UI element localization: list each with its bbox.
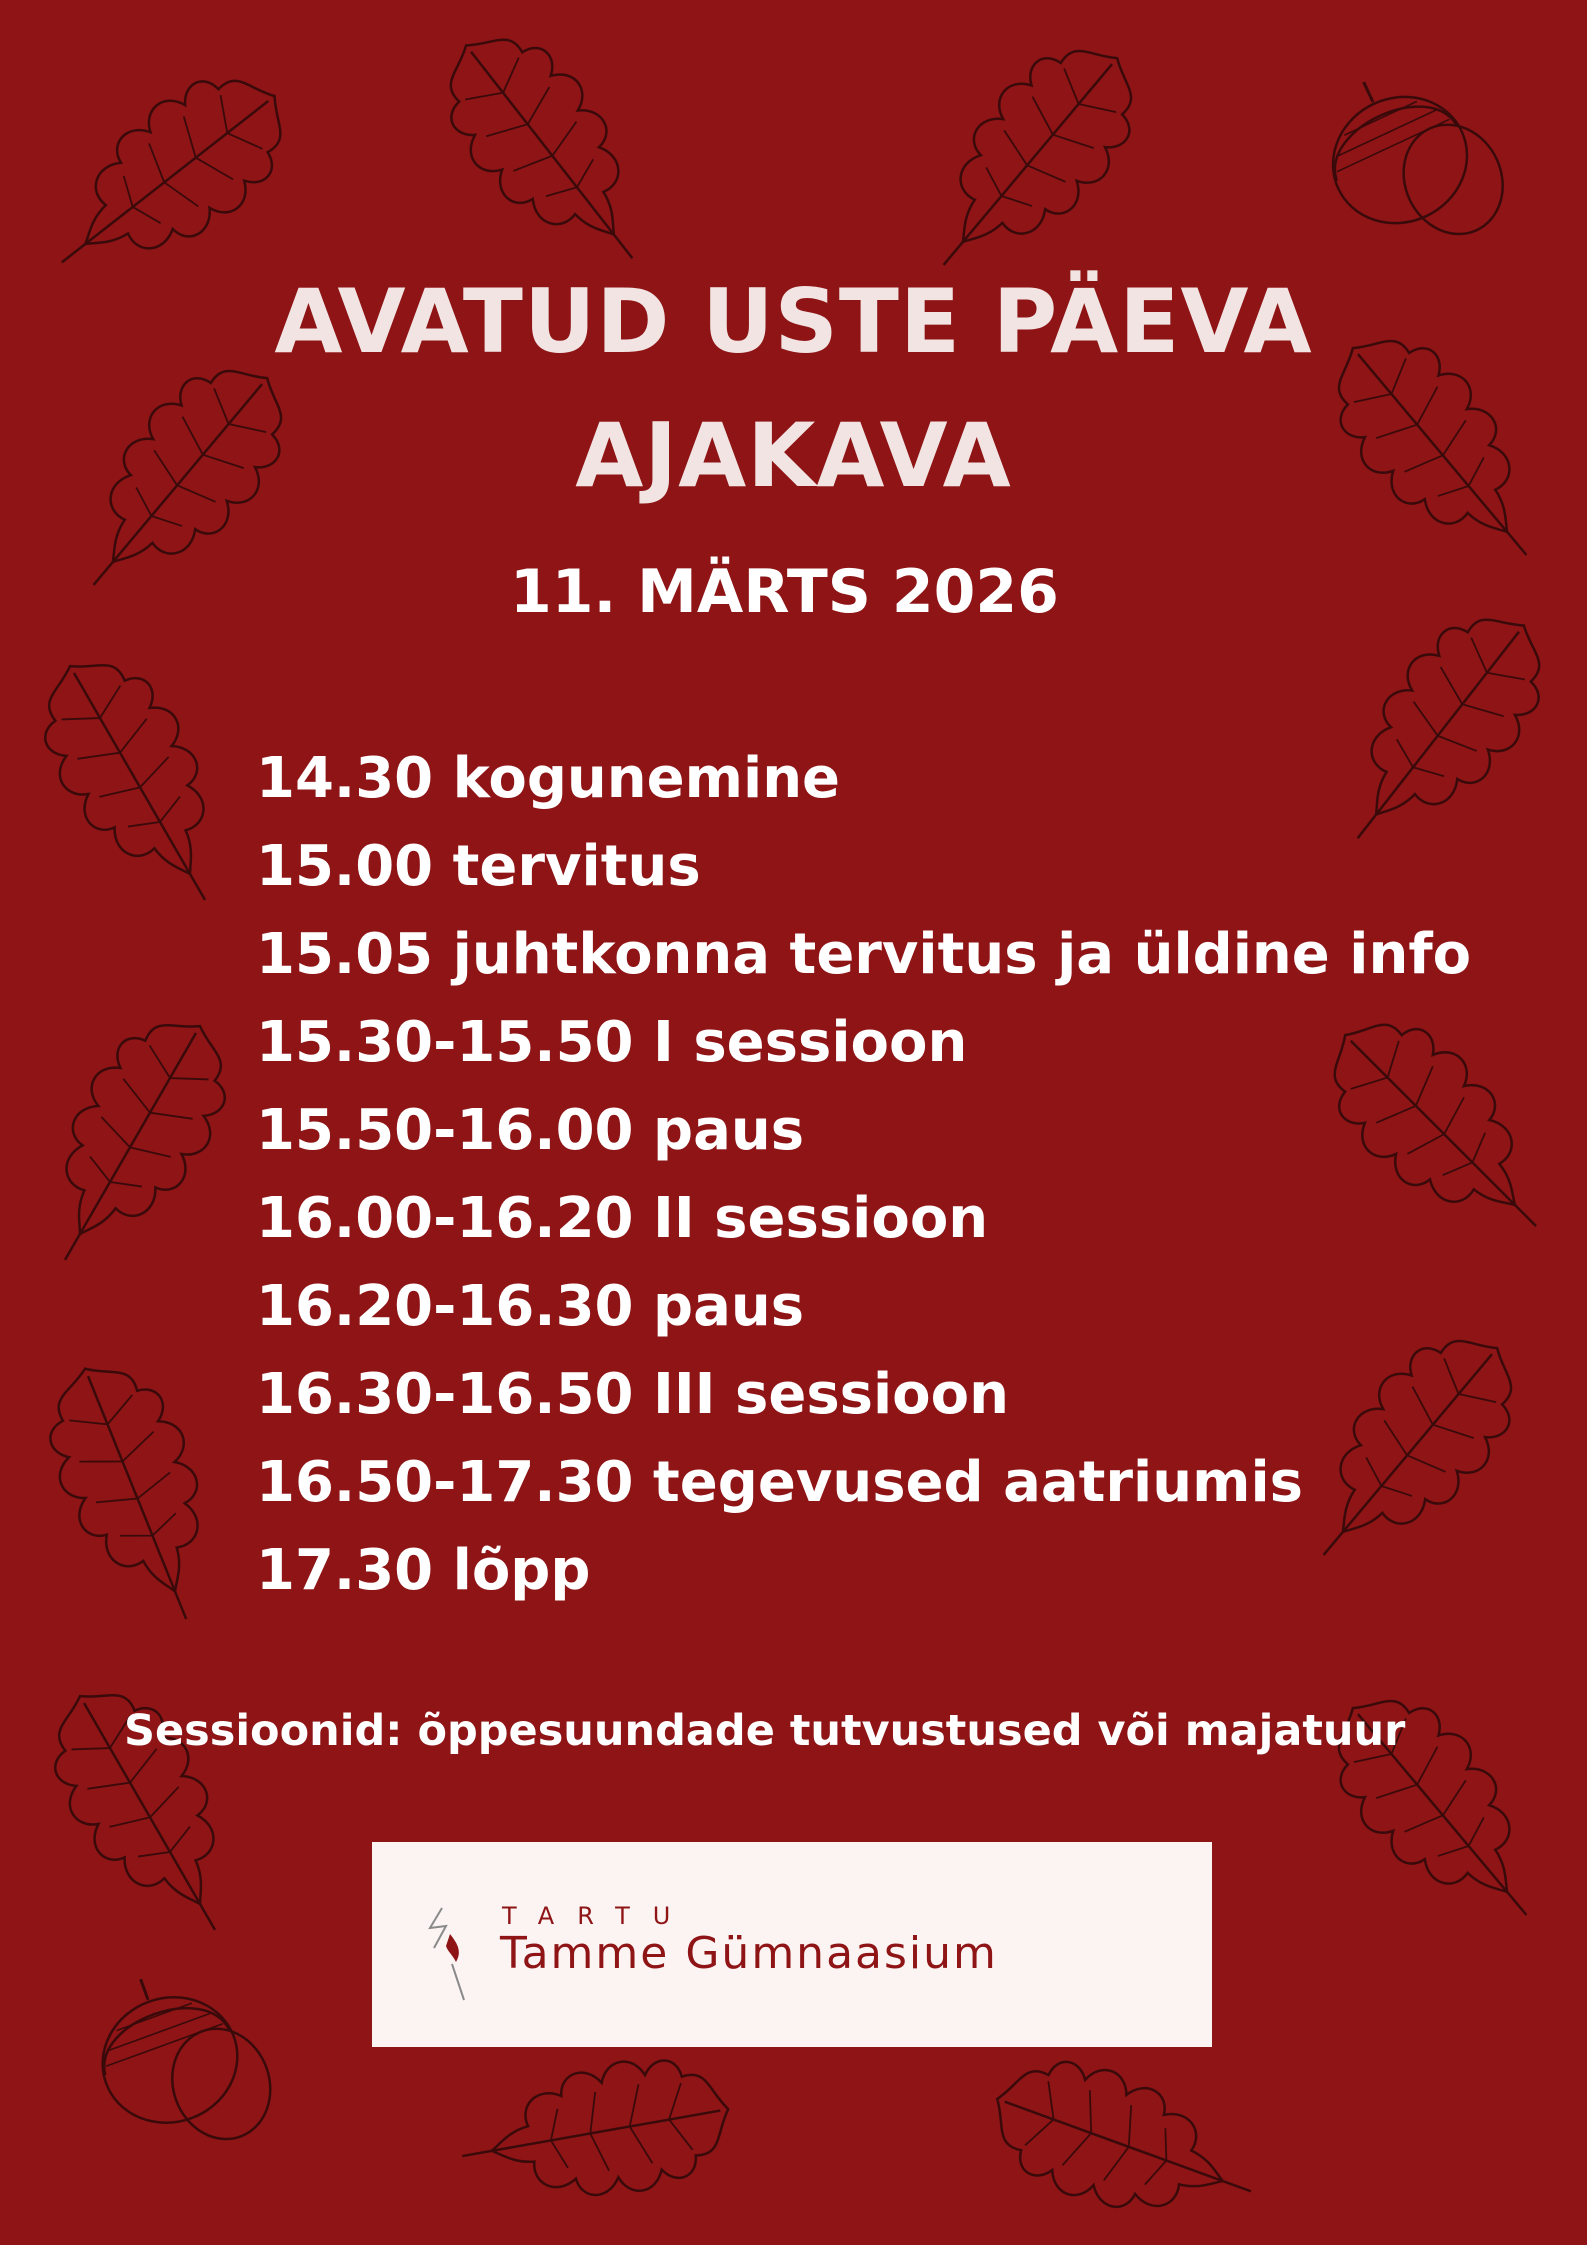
sessions-note: Sessioonid: õppesuundade tutvustused või majatuur	[124, 1706, 1406, 1756]
schedule-item: 17.30 lõpp	[256, 1538, 591, 1603]
oak-leaf-icon	[975, 2038, 1273, 2245]
logo-school-name: Tamme Gümnaasium	[500, 1928, 998, 1979]
title-line-2: AJAKAVA	[575, 404, 1012, 507]
oak-leaf-icon	[451, 2045, 740, 2220]
logo-city-text: TARTU	[502, 1902, 694, 1930]
oak-leaf-icon	[22, 45, 315, 314]
schedule-item: 16.50-17.30 tegevused aatriumis	[256, 1450, 1303, 1515]
school-logo	[372, 1842, 1212, 2047]
acorn-icon	[77, 1949, 286, 2173]
schedule-list	[256, 745, 1471, 1625]
oak-leaf-icon	[25, 1344, 247, 1643]
schedule-item: 15.50-16.00 paus	[256, 1098, 805, 1163]
oak-leaf-icon	[8, 993, 256, 1292]
flame-mark-icon	[428, 1904, 478, 2004]
title-line-1: AVATUD USTE PÄEVA	[274, 270, 1313, 373]
oak-leaf-icon	[894, 16, 1168, 307]
oak-leaf-icon	[415, 5, 684, 298]
schedule-item: 16.00-16.20 II sessioon	[256, 1186, 989, 1251]
event-date: 11. MÄRTS 2026	[510, 557, 1059, 627]
schedule-item: 16.30-16.50 III sessioon	[256, 1362, 1009, 1427]
schedule-item: 15.00 tervitus	[256, 834, 701, 899]
acorn-icon	[1302, 45, 1520, 276]
oak-leaf-icon	[13, 633, 261, 932]
schedule-item: 16.20-16.30 paus	[256, 1274, 805, 1339]
schedule-item: 15.05 juhtkonna tervitus ja üldine info	[256, 922, 1472, 987]
schedule-item: 14.30 kogunemine	[256, 746, 841, 811]
schedule-item: 15.30-15.50 I sessioon	[256, 1010, 968, 1075]
